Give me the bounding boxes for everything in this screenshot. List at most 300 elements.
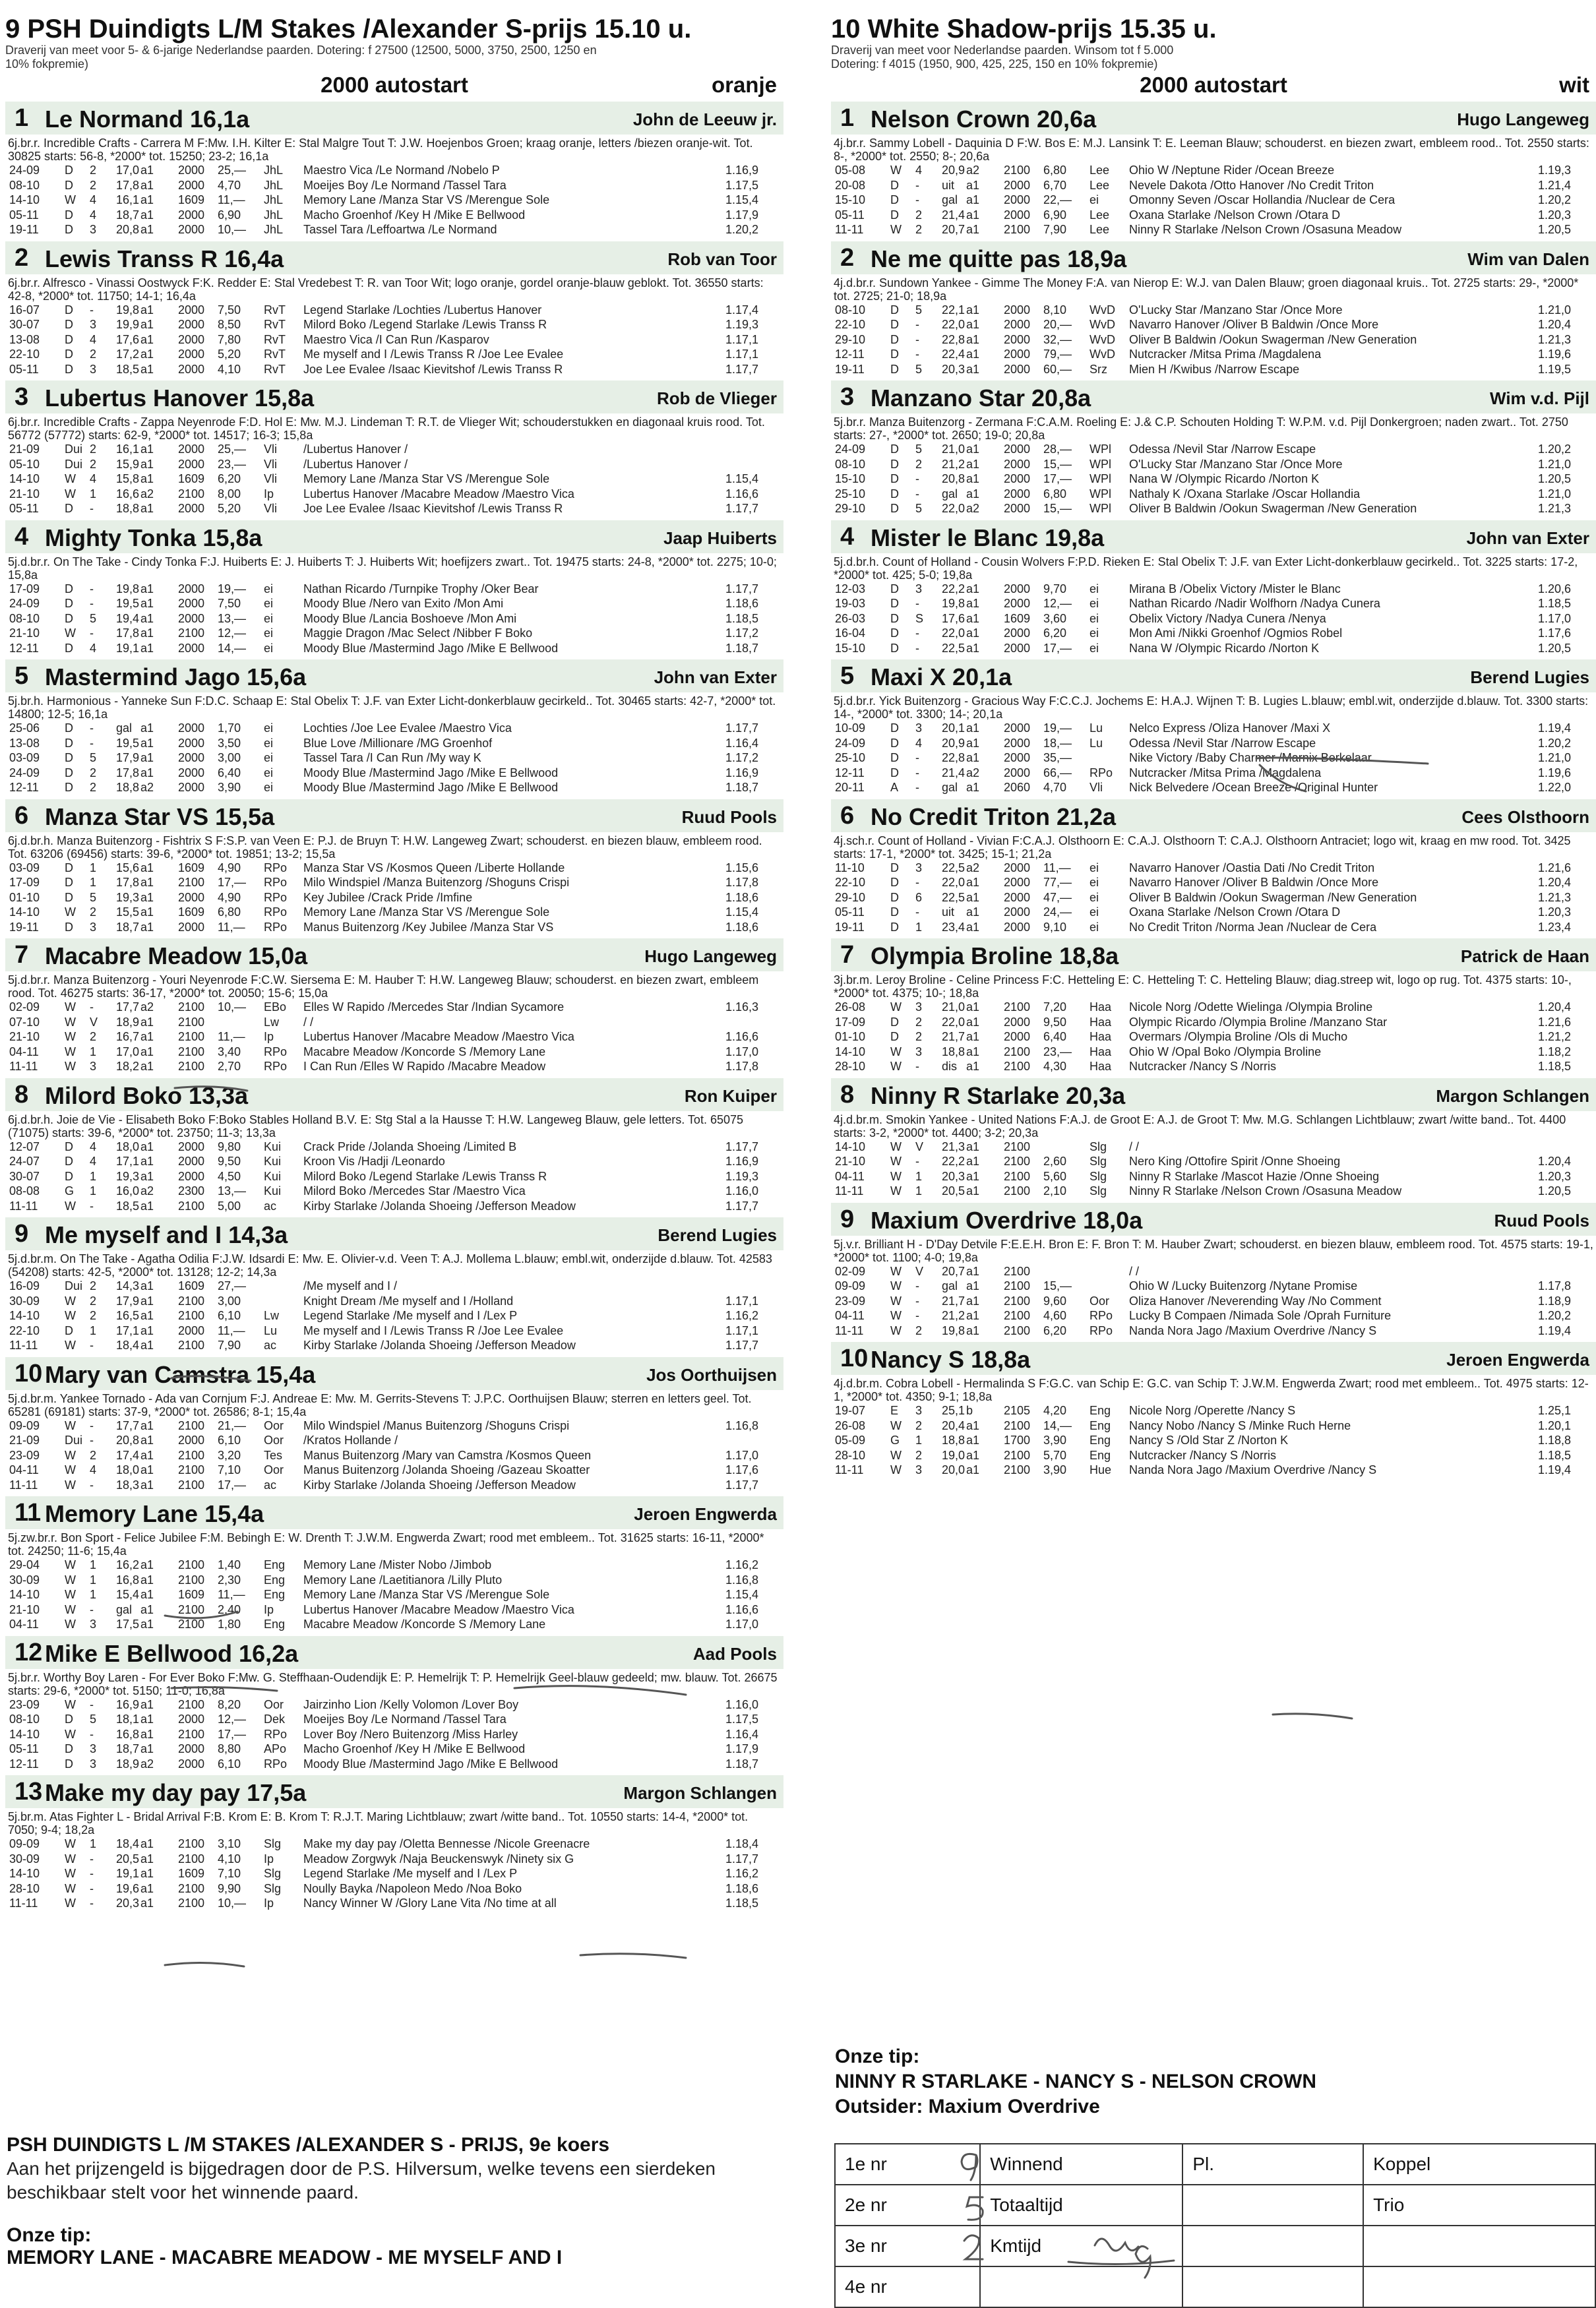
- result-driver: Haa: [1090, 1045, 1112, 1058]
- result-time: 17,8: [116, 876, 140, 889]
- result-final-time: 1.16,2: [725, 1867, 758, 1880]
- result-result: Kirby Starlake /Jolanda Shoeing /Jefferson Meadow: [303, 1199, 576, 1213]
- result-track: D: [65, 223, 73, 236]
- result-time: 18,9: [116, 1015, 140, 1029]
- result-driver: Kui: [264, 1169, 282, 1183]
- result-track: D: [65, 920, 73, 934]
- horse-header: [831, 520, 1596, 553]
- result-track: D: [65, 1713, 73, 1726]
- result-driver: ei: [264, 582, 274, 595]
- result-time: 18,5: [116, 1199, 140, 1213]
- result-final-time: 1.21,6: [1537, 861, 1571, 874]
- result-result: Manus Buitenzorg /Key Jubilee /Manza Star VS: [303, 920, 554, 934]
- result-result: Memory Lane /Manza Star VS /Merengue Sole: [303, 1588, 550, 1601]
- result-place: -: [915, 1060, 919, 1073]
- result-track: W: [890, 1279, 902, 1292]
- result-result: Meadow Zorgwyk /Naja Beuckenswyk /Ninety six G: [303, 1852, 574, 1866]
- result-place: 4: [90, 332, 97, 346]
- result-driver: RvT: [264, 362, 286, 376]
- result-dist: 2000: [178, 1169, 205, 1183]
- result-driver: Lw: [264, 1309, 280, 1322]
- result-driver: RPo: [264, 1060, 288, 1073]
- result-row: [5, 1139, 783, 1155]
- result-result: Ohio W /Opal Boko /Olympia Broline: [1129, 1045, 1322, 1058]
- result-date: 29-04: [9, 1558, 40, 1571]
- result-final-time: 1.20,4: [1537, 1155, 1571, 1168]
- result-driver: JhL: [264, 223, 284, 236]
- result-time: gal: [942, 781, 958, 794]
- result-track: W: [65, 1881, 76, 1895]
- result-date: 15-10: [835, 193, 866, 206]
- result-odds: 9,70: [1043, 582, 1067, 595]
- result-cat: a1: [966, 348, 980, 361]
- result-odds: 7,90: [218, 1339, 241, 1352]
- result-odds: 8,20: [218, 1697, 241, 1711]
- result-date: 09-09: [9, 1837, 40, 1850]
- result-date: 05-11: [835, 208, 865, 222]
- result-dist: 2100: [178, 1448, 205, 1462]
- result-odds: 5,20: [218, 502, 241, 515]
- result-date: 11-11: [9, 1199, 38, 1213]
- race-10-header: [831, 0, 1596, 98]
- result-cat: a1: [966, 736, 980, 750]
- result-dist: 2100: [1004, 1264, 1031, 1278]
- result-cat: a1: [140, 1588, 154, 1601]
- horse-header: [831, 799, 1596, 832]
- result-driver: Eng: [1090, 1418, 1111, 1432]
- result-final-time: 1.17,0: [725, 1618, 758, 1631]
- result-odds: 25,—: [218, 442, 247, 456]
- result-dist: 2000: [178, 223, 205, 236]
- result-cat: a1: [140, 641, 154, 655]
- horse-name: Maxium Overdrive 18,0a: [871, 1206, 1143, 1234]
- result-place: -: [915, 193, 919, 206]
- result-row: [831, 1279, 1596, 1294]
- result-final-time: 1.16,6: [725, 1602, 758, 1616]
- result-cat: a1: [966, 487, 980, 501]
- race-color: wit: [1559, 73, 1589, 97]
- result-time: 19,8: [942, 1323, 966, 1337]
- result-odds: 6,20: [1043, 626, 1067, 640]
- result-time: 15,6: [116, 861, 140, 874]
- result-dist: 2100: [178, 1199, 205, 1213]
- result-date: 21-10: [835, 1155, 866, 1168]
- results-table: [5, 1697, 783, 1772]
- right-column: [831, 0, 1596, 1478]
- result-driver: Dek: [264, 1713, 286, 1726]
- horse-header: [5, 241, 783, 274]
- result-dist: 2100: [178, 1852, 205, 1866]
- result-result: Knight Dream /Me myself and I /Holland: [303, 1294, 514, 1308]
- result-row: [5, 208, 783, 223]
- result-time: 17,7: [116, 1418, 140, 1432]
- result-time: 22,0: [942, 1015, 966, 1029]
- race-distance: 2000 autostart: [321, 73, 468, 97]
- result-row: [5, 332, 783, 348]
- result-row: [5, 1587, 783, 1602]
- driver-name: Cees Olsthoorn: [1461, 806, 1589, 827]
- result-dist: 2000: [178, 1713, 205, 1726]
- result-row: [5, 1757, 783, 1772]
- driver-name: Hugo Langeweg: [1457, 109, 1589, 129]
- result-odds: 4,20: [1043, 1404, 1067, 1417]
- result-dist: 2000: [1004, 193, 1031, 206]
- row-label-4: 4e nr: [835, 2266, 980, 2307]
- horse-pedigree: 5j.zw.br.r. Bon Sport - Felice Jubilee F:M. Bebingh E: W. Drenth T: J.W.M. Engwerda Zwart; rood met embleem.. Tot. 31625 starts: 16-11, *2000* tot. 24250; 11-6; 15,4a: [8, 1531, 764, 1558]
- result-final-time: 1.18,5: [1537, 1060, 1571, 1073]
- result-row: [831, 1448, 1596, 1463]
- result-date: 25-10: [835, 751, 866, 764]
- result-date: 15-10: [835, 472, 866, 485]
- result-time: 21,0: [942, 442, 966, 456]
- result-place: -: [90, 1339, 94, 1352]
- result-odds: 10,—: [218, 223, 247, 236]
- result-track: D: [65, 766, 73, 779]
- result-cat: a1: [966, 721, 980, 735]
- result-odds: 1,40: [218, 1558, 241, 1571]
- result-place: 4: [90, 1139, 97, 1153]
- result-driver: ei: [1090, 193, 1099, 206]
- result-row: [831, 362, 1596, 377]
- result-time: gal: [942, 1279, 958, 1292]
- result-place: 3: [90, 362, 97, 376]
- result-final-time: 1.18,5: [725, 611, 758, 625]
- result-odds: 47,—: [1043, 890, 1072, 904]
- result-track: D: [65, 611, 73, 625]
- horse-name: Le Normand 16,1a: [45, 106, 250, 133]
- result-row: [5, 1418, 783, 1434]
- result-final-time: 1.23,4: [1537, 920, 1571, 934]
- result-driver: RPo: [1090, 1309, 1113, 1322]
- result-place: 2: [90, 781, 97, 794]
- horse-number: 9: [15, 1220, 29, 1248]
- result-odds: 3,00: [218, 1294, 241, 1308]
- result-date: 22-10: [835, 876, 866, 889]
- results-table: [5, 1279, 783, 1353]
- result-date: 21-10: [9, 487, 40, 501]
- result-date: 21-09: [9, 1434, 40, 1447]
- horse-name: Memory Lane 15,4a: [45, 1500, 264, 1527]
- result-row: [5, 1015, 783, 1030]
- result-place: -: [90, 736, 94, 750]
- horse-number: 6: [840, 801, 855, 830]
- result-place: 2: [90, 1030, 97, 1043]
- result-row: [5, 163, 783, 178]
- result-track: D: [65, 1323, 73, 1337]
- horse-entry: [831, 241, 1596, 377]
- result-driver: Slg: [264, 1837, 282, 1850]
- result-row: [5, 1558, 783, 1573]
- result-final-time: 1.20,4: [1537, 1000, 1571, 1014]
- result-odds: 11,—: [218, 1588, 245, 1601]
- result-row: [831, 596, 1596, 611]
- result-time: 19,9: [116, 318, 140, 331]
- result-time: 20,3: [942, 362, 966, 376]
- result-odds: 6,80: [1043, 487, 1067, 501]
- result-row: [5, 1199, 783, 1214]
- result-row: [831, 1323, 1596, 1339]
- results-table: [5, 1000, 783, 1074]
- result-place: 1: [915, 1434, 923, 1447]
- result-track: D: [65, 1155, 73, 1168]
- result-time: 15,5: [116, 905, 140, 919]
- result-place: 2: [90, 164, 97, 177]
- result-row: [5, 890, 783, 905]
- results-table: [5, 721, 783, 795]
- result-row: [5, 487, 783, 502]
- result-result: Navarro Hanover /Oastia Dati /No Credit Triton: [1129, 861, 1375, 874]
- result-row: [5, 596, 783, 611]
- horse-name: Olympia Broline 18,8a: [871, 942, 1119, 969]
- horse-number: 10: [15, 1359, 43, 1387]
- result-odds: 5,00: [218, 1199, 241, 1213]
- result-time: 21,7: [942, 1294, 966, 1308]
- result-odds: 4,50: [218, 1169, 241, 1183]
- result-cat: a1: [966, 641, 980, 655]
- results-table: [831, 1000, 1596, 1074]
- result-time: 17,2: [116, 348, 140, 361]
- result-track: W: [890, 1155, 902, 1168]
- result-odds: 22,—: [1043, 193, 1072, 206]
- result-place: 5: [90, 1713, 97, 1726]
- result-date: 29-10: [835, 502, 866, 515]
- result-date: 29-10: [835, 332, 866, 346]
- result-dist: 2100: [178, 1015, 205, 1029]
- result-final-time: 1.16,4: [725, 736, 758, 750]
- result-time: gal: [116, 1602, 133, 1616]
- horse-number: 11: [15, 1499, 42, 1527]
- driver-name: Wim v.d. Pijl: [1490, 388, 1589, 408]
- result-date: 04-11: [9, 1463, 39, 1476]
- result-odds: 5,60: [1043, 1169, 1067, 1183]
- result-time: 15,8: [116, 472, 140, 485]
- result-driver: Slg: [1090, 1139, 1107, 1153]
- result-odds: 5,70: [1043, 1448, 1067, 1462]
- result-driver: Haa: [1090, 1000, 1112, 1014]
- driver-name: Jeroen Engwerda: [1446, 1350, 1589, 1370]
- result-result: Nathan Ricardo /Nadir Wolfhorn /Nadya Cunera: [1129, 597, 1380, 610]
- result-cat: a1: [140, 472, 154, 485]
- result-final-time: 1.20,2: [1537, 442, 1571, 456]
- result-odds: 1,70: [218, 721, 241, 735]
- result-result: Milo Windspiel /Manza Buitenzorg /Shoguns Crispi: [303, 876, 570, 889]
- result-odds: 77,—: [1043, 876, 1072, 889]
- result-odds: 11,—: [218, 1323, 245, 1337]
- result-time: uit: [942, 905, 955, 919]
- result-cat: a1: [966, 472, 980, 485]
- driver-name: Aad Pools: [692, 1643, 777, 1664]
- result-dist: 2000: [1004, 721, 1031, 735]
- result-final-time: 1.17,0: [725, 1045, 758, 1058]
- result-final-time: 1.17,7: [725, 721, 758, 735]
- horse-entry: [831, 799, 1596, 935]
- result-driver: Lu: [264, 1323, 278, 1337]
- result-dist: 2000: [178, 582, 205, 595]
- result-time: 25,1: [942, 1404, 966, 1417]
- result-dist: 2000: [178, 164, 205, 177]
- result-track: D: [890, 442, 899, 456]
- result-date: 14-10: [9, 193, 40, 206]
- result-result: Oliver B Baldwin /Ookun Swagerman /New Generation: [1129, 502, 1417, 515]
- result-odds: 12,—: [218, 626, 247, 640]
- result-date: 17-09: [9, 582, 40, 595]
- result-time: 18,8: [116, 781, 140, 794]
- result-final-time: 1.21,4: [1537, 178, 1571, 192]
- result-place: 1: [90, 1184, 97, 1198]
- result-driver: RPo: [264, 1757, 288, 1771]
- result-driver: WvD: [1090, 332, 1115, 346]
- result-odds: 12,—: [218, 1713, 247, 1726]
- result-row: [5, 442, 783, 457]
- horse-pedigree: 6j.br.r. Incredible Crafts - Zappa Neyenrode F:D. Hol E: Mw. M.J. Lindeman T: R.T. de Vlieger Wit; schouderstukken en diagonaal kruis rood. Tot. 56772 (57772) starts: 62-9, *2000* tot. 14517; 16-3; 15,8a: [8, 415, 765, 442]
- result-result: Moody Blue /Nero van Exito /Mon Ami: [303, 597, 504, 610]
- result-track: D: [890, 1015, 899, 1029]
- result-dist: 2100: [178, 1418, 205, 1432]
- result-track: W: [890, 1294, 902, 1308]
- result-place: 1: [90, 1837, 97, 1850]
- result-driver: Eng: [264, 1588, 286, 1601]
- result-track: D: [65, 597, 73, 610]
- result-date: 20-08: [835, 178, 866, 192]
- result-place: 4: [90, 1155, 97, 1168]
- race-start-line: [5, 71, 783, 98]
- horse-header: [831, 659, 1596, 692]
- results-table: [831, 582, 1596, 656]
- result-track: W: [65, 626, 76, 640]
- result-result: Memory Lane /Manza Star VS /Merengue Sole: [303, 905, 550, 919]
- result-dist: 2000: [178, 1139, 205, 1153]
- result-track: W: [890, 1448, 902, 1462]
- horse-pedigree: 5j.d.br.r. Manza Buitenzorg - Youri Neyenrode F:C.W. Siersema E: M. Hauber T: H.W. Langeweg Blauw; schouderst. en biezen zwart, embleem rood. Tot. 46275 starts: 36-17, *2000* tot. 20050; 15-6; 15,0a: [8, 973, 759, 1000]
- result-result: Moody Blue /Mastermind Jago /Mike E Bellwood: [303, 781, 559, 794]
- result-track: D: [890, 626, 899, 640]
- result-final-time: 1.17,7: [725, 582, 758, 595]
- result-final-time: 1.17,2: [725, 751, 758, 764]
- result-odds: 17,—: [1043, 641, 1072, 655]
- result-result: / /: [303, 1015, 314, 1029]
- result-result: /Lubertus Hanover /: [303, 457, 408, 471]
- result-row: [5, 1896, 783, 1911]
- result-time: 22,5: [942, 641, 966, 655]
- result-time: 19,3: [116, 890, 140, 904]
- horse-pedigree: 5j.br.r. Worthy Boy Laren - For Ever Boko F:Mw. G. Steffhaan-Oudendijk E: P. Hemelrijk T: P. Hemelrijk Geel-blauw gedeeld; mw. blauw. Tot. 26675 starts: 29-6, *2000* tot. 5150; 11-0; 16,8a: [8, 1670, 778, 1697]
- result-time: 20,5: [942, 1184, 966, 1198]
- result-odds: 8,50: [218, 318, 241, 331]
- result-result: Key Jubilee /Crack Pride /Imfine: [303, 890, 473, 904]
- result-cat: a2: [140, 487, 154, 501]
- trio-cell: Trio: [1363, 2185, 1595, 2226]
- result-cat: a1: [140, 502, 154, 515]
- race-title: 10 White Shadow-prijs 15.35 u.: [831, 15, 1217, 44]
- result-row: [5, 222, 783, 237]
- horse-header: [5, 799, 783, 832]
- result-odds: 2,70: [218, 1060, 241, 1073]
- result-row: [831, 1403, 1596, 1418]
- result-cat: a1: [966, 1463, 980, 1476]
- result-result: Moeijes Boy /Le Normand /Tassel Tara: [303, 1713, 506, 1726]
- result-track: W: [65, 1618, 76, 1631]
- result-time: 18,3: [116, 1478, 140, 1492]
- result-dist: 2100: [178, 487, 205, 501]
- result-row: [831, 1184, 1596, 1199]
- result-driver: WPl: [1090, 487, 1111, 501]
- driver-name: Jeroen Engwerda: [634, 1504, 777, 1524]
- result-date: 05-11: [9, 502, 39, 515]
- horse-entry: [5, 1636, 783, 1772]
- result-final-time: 1.16,8: [725, 1573, 758, 1587]
- result-track: W: [65, 1837, 76, 1850]
- result-cat: a1: [966, 611, 980, 625]
- result-time: 17,7: [116, 1000, 140, 1014]
- result-track: D: [890, 318, 899, 331]
- result-time: 17,8: [116, 178, 140, 192]
- result-result: Elles W Rapido /Mercedes Star /Indian Sycamore: [303, 1000, 565, 1014]
- result-date: 23-09: [9, 1697, 40, 1711]
- result-place: -: [915, 1294, 919, 1308]
- result-cat: a1: [140, 920, 154, 934]
- result-driver: WPl: [1090, 457, 1111, 471]
- result-odds: 17,—: [218, 1478, 247, 1492]
- result-result: Navarro Hanover /Oliver B Baldwin /Once More: [1129, 318, 1379, 331]
- result-place: 2: [90, 457, 97, 471]
- race-9-footer: [7, 2133, 778, 2269]
- result-cat: a1: [140, 178, 154, 192]
- result-row: [5, 457, 783, 472]
- result-time: 18,9: [116, 1757, 140, 1771]
- result-dist: 2000: [1004, 1030, 1031, 1043]
- result-driver: JhL: [264, 178, 284, 192]
- result-result: Nutcracker /Nancy S /Norris: [1129, 1060, 1277, 1073]
- result-result: Lucky B Compaen /Nimada Sole /Oprah Furniture: [1129, 1309, 1392, 1322]
- result-place: 4: [90, 208, 97, 222]
- horse-number: 6: [15, 801, 29, 830]
- result-track: Dui: [65, 1279, 83, 1292]
- result-row: [831, 780, 1596, 795]
- horse-name: Mastermind Jago 15,6a: [45, 663, 307, 690]
- result-time: 18,4: [116, 1339, 140, 1352]
- result-track: D: [890, 876, 899, 889]
- result-cat: a1: [140, 751, 154, 764]
- result-result: Nancy Nobo /Nancy S /Minke Ruch Herne: [1129, 1418, 1351, 1432]
- result-row: [831, 905, 1596, 920]
- result-cat: a1: [140, 1618, 154, 1631]
- result-place: 2: [90, 766, 97, 779]
- result-odds: 15,—: [1043, 457, 1072, 471]
- result-row: [5, 750, 783, 766]
- result-row: [5, 875, 783, 890]
- result-dist: 2000: [1004, 861, 1031, 874]
- result-cat: a1: [966, 1279, 980, 1292]
- result-date: 26-08: [835, 1000, 866, 1014]
- result-place: 4: [90, 1463, 97, 1476]
- result-dist: 2000: [1004, 502, 1031, 515]
- result-driver: Slg: [1090, 1169, 1107, 1183]
- result-time: 17,9: [116, 751, 140, 764]
- result-result: Macabre Meadow /Koncorde S /Memory Lane: [303, 1618, 546, 1631]
- result-result: Milord Boko /Legend Starlake /Lewis Transs R: [303, 1169, 547, 1183]
- result-odds: 35,—: [1043, 751, 1072, 764]
- horse-entry: [831, 102, 1596, 237]
- result-dist: 2100: [1004, 1139, 1031, 1153]
- result-time: 22,0: [942, 318, 966, 331]
- result-place: 2: [915, 208, 923, 222]
- tip-label: Onze tip:: [7, 2224, 92, 2246]
- race-9-header: [5, 0, 783, 98]
- empty-cell: [980, 2266, 1182, 2307]
- result-date: 03-09: [9, 751, 40, 764]
- result-row: [5, 317, 783, 332]
- result-place: 3: [915, 1463, 923, 1476]
